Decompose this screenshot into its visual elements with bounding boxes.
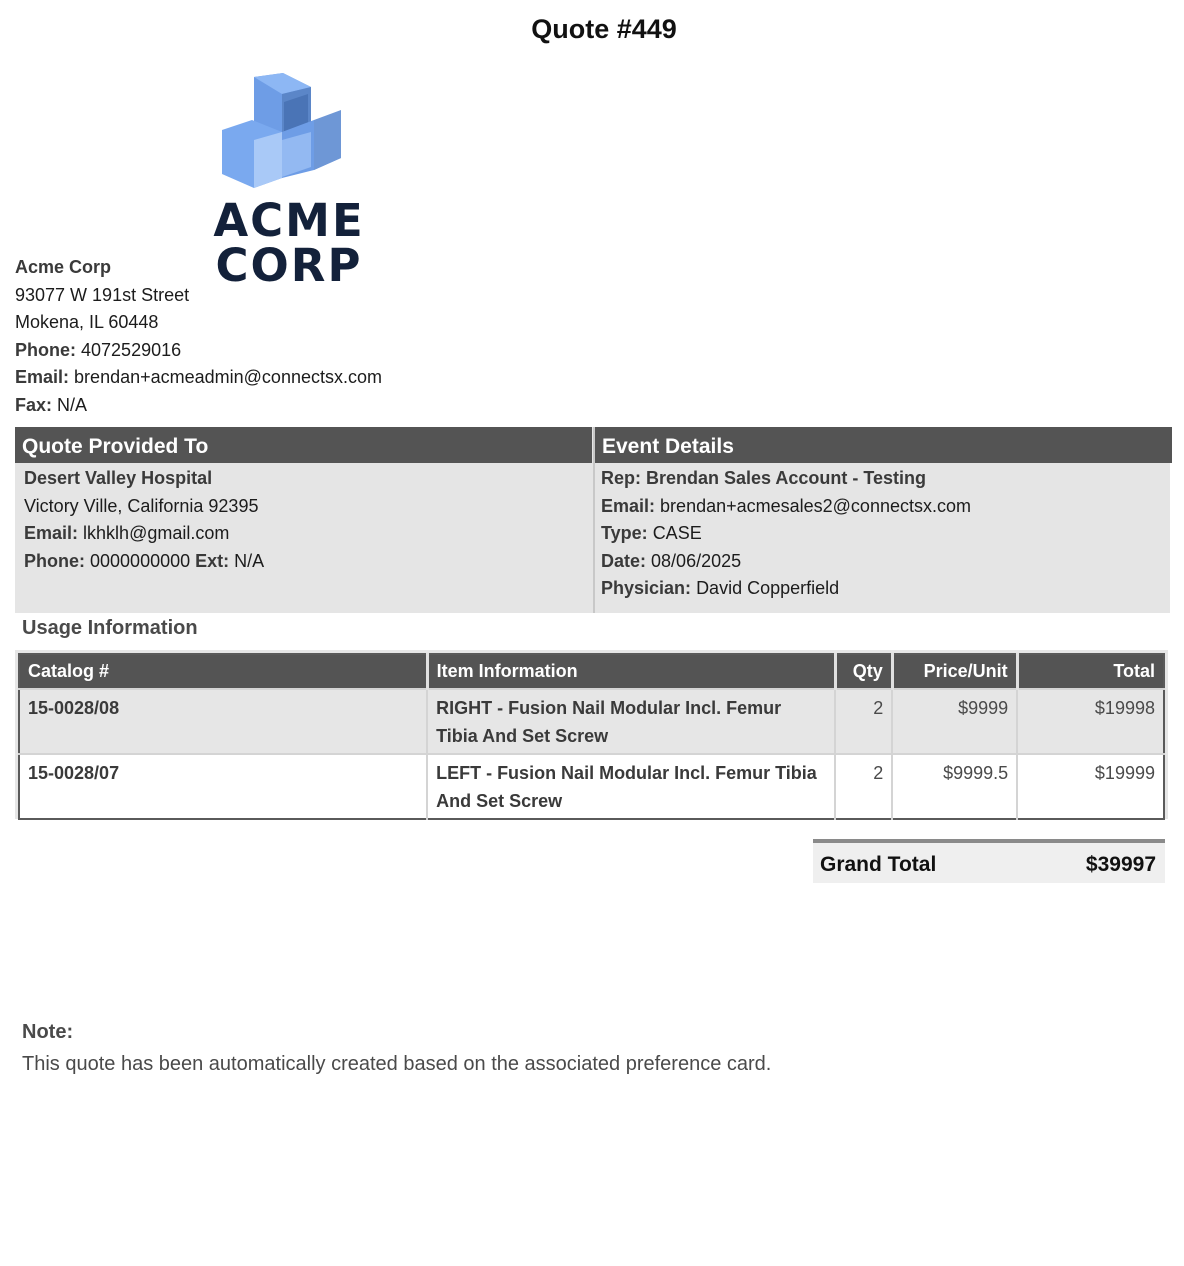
- note-title: Note:: [22, 1021, 74, 1043]
- event-physician: [601, 575, 1172, 603]
- customer-city: Victory Ville, California 92395: [24, 495, 259, 516]
- company-city: Mokena, IL 60448: [15, 312, 159, 332]
- customer-email-value[interactable]: lkhklh@gmail.com: [83, 523, 230, 543]
- company-fax: [15, 392, 382, 420]
- item-information: LEFT - Fusion Nail Modular Incl. Femur Tibia And Set Screw: [427, 754, 835, 819]
- event-date: [601, 548, 1172, 576]
- catalog-number: 15-0028/08: [19, 689, 427, 754]
- col-header-catalog: Catalog #: [19, 654, 427, 689]
- event-physician-value: David Copperfield: [696, 578, 840, 598]
- grand-total-label: Grand Total: [820, 853, 937, 876]
- logo-wordmark: ACME CORP: [213, 194, 365, 292]
- event-date-label: Date:: [601, 550, 647, 571]
- col-header-item-information: Item Information: [427, 654, 835, 689]
- event-email-value[interactable]: brendan+acmesales2@connectsx.com: [660, 495, 971, 516]
- customer-email: [24, 520, 592, 548]
- note-text: This quote has been automatically created based on the associated preference card.: [22, 1053, 772, 1075]
- customer-email-label: Email:: [24, 523, 79, 543]
- event-type: [601, 520, 1172, 548]
- company-address-block: [15, 254, 382, 419]
- quote-info-panel: [15, 427, 1170, 613]
- quote-provided-to-header: Quote Provided To: [15, 427, 592, 463]
- company-phone: [15, 337, 382, 365]
- item-price-unit: $9999: [892, 689, 1017, 754]
- quote-provided-to-section: [15, 427, 592, 613]
- quote-title: Quote #449: [531, 14, 677, 44]
- event-rep: Rep: Brendan Sales Account - Testing: [601, 468, 927, 488]
- customer-phone-label: Phone:: [24, 550, 85, 571]
- customer-ext-label: Ext:: [195, 550, 230, 571]
- phone-label: Phone:: [15, 339, 76, 360]
- event-type-value: CASE: [652, 523, 702, 543]
- customer-phone: [24, 548, 592, 576]
- company-name: Acme Corp: [15, 257, 112, 277]
- customer-ext-value: N/A: [234, 550, 265, 571]
- cubes-logo-icon: [148, 70, 430, 195]
- item-qty: 2: [835, 754, 892, 819]
- item-total: $19998: [1017, 689, 1164, 754]
- event-date-value: 08/06/2025: [651, 550, 742, 571]
- event-physician-label: Physician:: [601, 578, 692, 598]
- company-logo: [148, 70, 430, 292]
- event-email: [601, 493, 1172, 521]
- item-qty: 2: [835, 689, 892, 754]
- grand-total-box: [813, 839, 1165, 883]
- email-value[interactable]: brendan+acmeadmin@connectsx.com: [74, 367, 382, 387]
- event-email-label: Email:: [601, 495, 656, 516]
- phone-value: 4072529016: [81, 339, 182, 360]
- event-type-label: Type:: [601, 523, 648, 543]
- grand-total-value: $39997: [1085, 853, 1156, 876]
- customer-phone-value: 0000000000: [90, 550, 191, 571]
- col-header-qty: Qty: [835, 654, 892, 689]
- table-row: [19, 689, 1164, 754]
- usage-information-title: Usage Information: [22, 617, 198, 639]
- usage-table: [18, 653, 1165, 820]
- usage-table-container: [15, 650, 1168, 819]
- company-street: 93077 W 191st Street: [15, 284, 190, 305]
- email-label: Email:: [15, 367, 70, 387]
- usage-table-header-row: [19, 654, 1164, 689]
- event-details-section: [593, 427, 1172, 613]
- item-information: RIGHT - Fusion Nail Modular Incl. Femur Tibia And Set Screw: [427, 689, 835, 754]
- customer-name: Desert Valley Hospital: [24, 468, 213, 488]
- col-header-total: Total: [1017, 654, 1164, 689]
- fax-value: N/A: [57, 394, 88, 415]
- item-price-unit: $9999.5: [892, 754, 1017, 819]
- catalog-number: 15-0028/07: [19, 754, 427, 819]
- fax-label: Fax:: [15, 394, 53, 415]
- item-total: $19999: [1017, 754, 1164, 819]
- table-row: [19, 754, 1164, 819]
- event-details-header: Event Details: [595, 427, 1172, 463]
- col-header-price-unit: Price/Unit: [892, 654, 1017, 689]
- company-email: [15, 364, 382, 392]
